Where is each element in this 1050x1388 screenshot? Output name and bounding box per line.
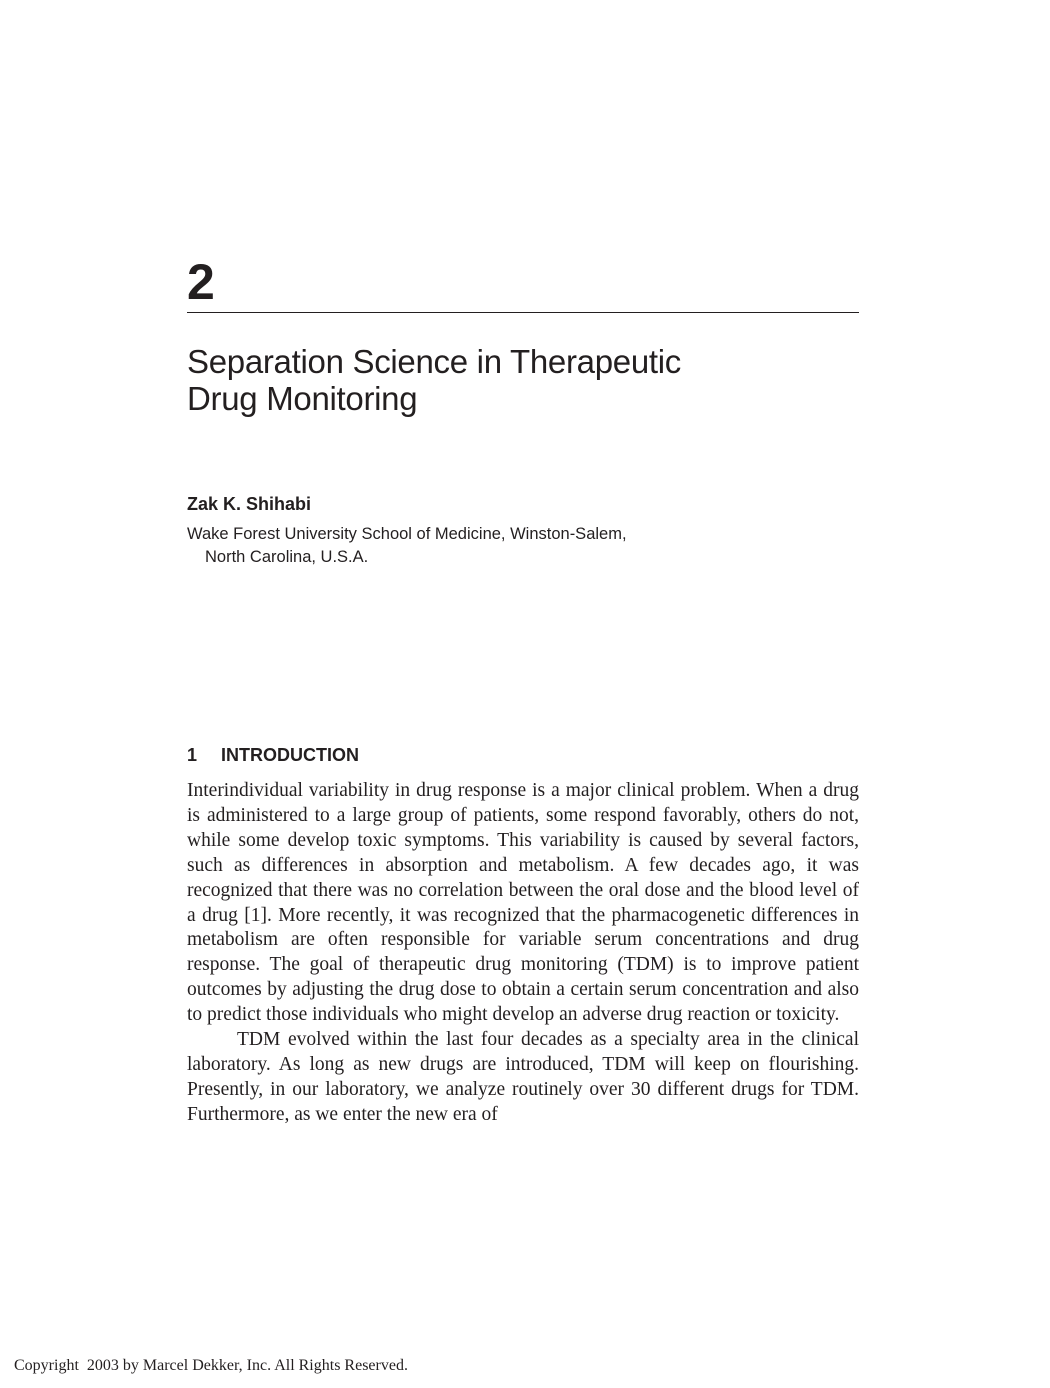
chapter-rule	[187, 312, 859, 313]
copyright-footer: Copyright 2003 by Marcel Dekker, Inc. All Rights Reserved.	[14, 1357, 408, 1374]
affiliation-line-1: Wake Forest University School of Medicine, Winston-Salem,	[187, 525, 627, 543]
body-paragraph-1: Interindividual variability in drug response is a major clinical problem. When a drug is administered to a large group of patients, some respond favorably, others do not, while some develop toxic symptoms. This variability is caused by several factors, such as differences in absorption and metabolism. A few decades ago, it was recognized that there was no correlation between the oral dose and the blood level of a drug [1]. More recently, it was recognized that the pharmacogenetic differences in metabolism are often responsible for variable serum concentrations and drug response. The goal of therapeutic drug monitoring (TDM) is to improve patient outcomes by adjusting the drug dose to obtain a certain serum concentration and also to predict those individuals who might develop an adverse drug reaction or toxicity.	[187, 780, 859, 1026]
chapter-title-line-2: Drug Monitoring	[187, 380, 418, 417]
body-paragraph-2: TDM evolved within the last four decades as a specialty area in the clinical laboratory. As long as new drugs are introduced, TDM will keep on flourishing. Presently, in our laboratory, we analyze routinely over 30 different drugs for TDM. Furthermore, as we enter the new era of	[187, 1029, 859, 1125]
author-affiliation	[187, 523, 807, 569]
author-name: Zak K. Shihabi	[187, 494, 312, 514]
section-heading	[187, 744, 359, 766]
affiliation-line-2: North Carolina, U.S.A.	[205, 548, 369, 566]
section-title: INTRODUCTION	[221, 745, 359, 765]
chapter-title	[187, 343, 827, 417]
section-body	[187, 779, 859, 1128]
chapter-number: 2	[187, 254, 215, 310]
section-number: 1	[187, 745, 198, 765]
chapter-title-line-1: Separation Science in Therapeutic	[187, 343, 681, 380]
